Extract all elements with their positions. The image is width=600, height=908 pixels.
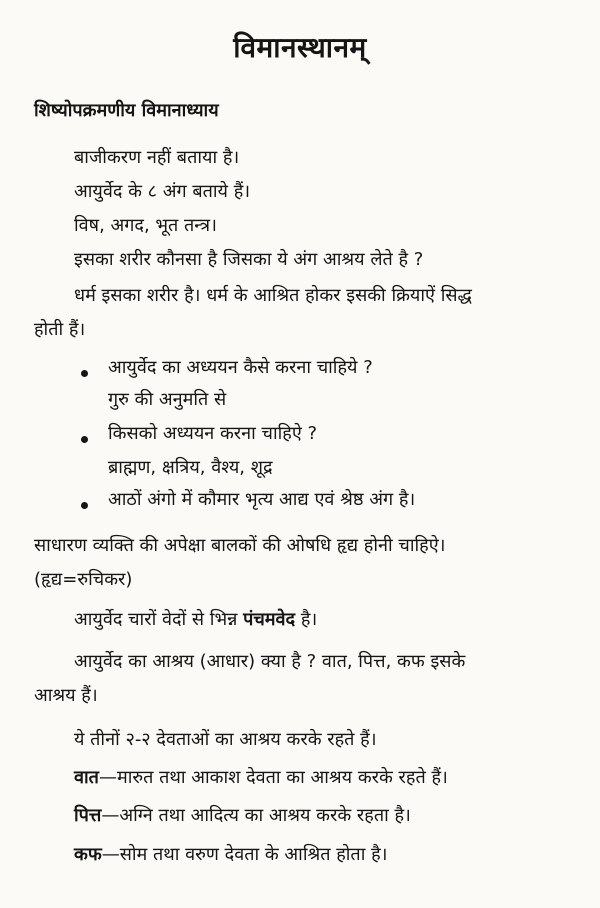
text-line: (हृद्य=रुचिकर) [34,569,133,590]
text-line: आश्रय हैं। [34,685,98,706]
bold-term: पंचमवेद [243,609,296,630]
text-line [74,608,317,632]
bullet-subtext: ब्राह्मण, क्षत्रिय, वैश्य, शूद्र [108,457,273,478]
text-line: धर्म इसका शरीर है। धर्म के आश्रित होकर इसकी क्रियाऐं सिद्ध [74,285,472,306]
text-line: विष, अगद, भूत तन्त्र। [74,215,217,236]
text-segment: —सोम तथा वरुण देवता के आश्रित होता है। [101,844,388,865]
text-line: आयुर्वेद के ८ अंग बताये हैं। [74,181,251,202]
text-segment: है। [295,609,318,630]
bullet-item: किसको अध्ययन करना चाहिऐ ? [108,423,318,444]
section-heading: शिष्योपक्रमणीय विमानाध्याय [34,100,219,121]
text-line: होती हैं। [34,319,86,340]
bullet-item: आयुर्वेद का अध्ययन कैसे करना चाहिये ? [108,357,373,378]
text-line [74,843,387,867]
bullet-item: आठों अंगो में कौमार भृत्य आद्य एवं श्रेष्ठ अंग है। [108,489,416,510]
page-title: विमानस्थानम् [233,31,367,64]
bullet-icon [81,436,88,443]
bold-term: कफ [74,844,102,865]
bold-term: वात [74,767,99,788]
text-line [74,804,411,828]
text-segment: —अग्नि तथा आदित्य का आश्रय करके रहता है। [101,805,411,826]
text-line: साधारण व्यक्ति की अपेक्षा बालकों की ओषधि हृद्य होनी चाहिऐ। [34,535,446,556]
bold-term: पित्त [74,805,102,826]
bullet-icon [81,370,88,377]
text-line: ये तीनों २-२ देवताओं का आश्रय करके रहते हैं। [74,729,377,750]
text-line: इसका शरीर कौनसा है जिसका ये अंग आश्रय लेते है ? [74,249,424,270]
text-line: आयुर्वेद का आश्रय (आधार) क्या है ? वात, पित्त, कफ इसके [74,651,466,672]
bullet-icon [81,502,88,509]
bullet-subtext: गुरु की अनुमति से [108,389,227,410]
text-segment: —मारुत तथा आकाश देवता का आश्रय करके रहते हैं। [98,767,448,788]
text-line [74,766,448,790]
text-segment: आयुर्वेद चारों वेदों से भिन्न [74,609,244,630]
text-line: बाजीकरण नहीं बताया है। [74,147,240,168]
